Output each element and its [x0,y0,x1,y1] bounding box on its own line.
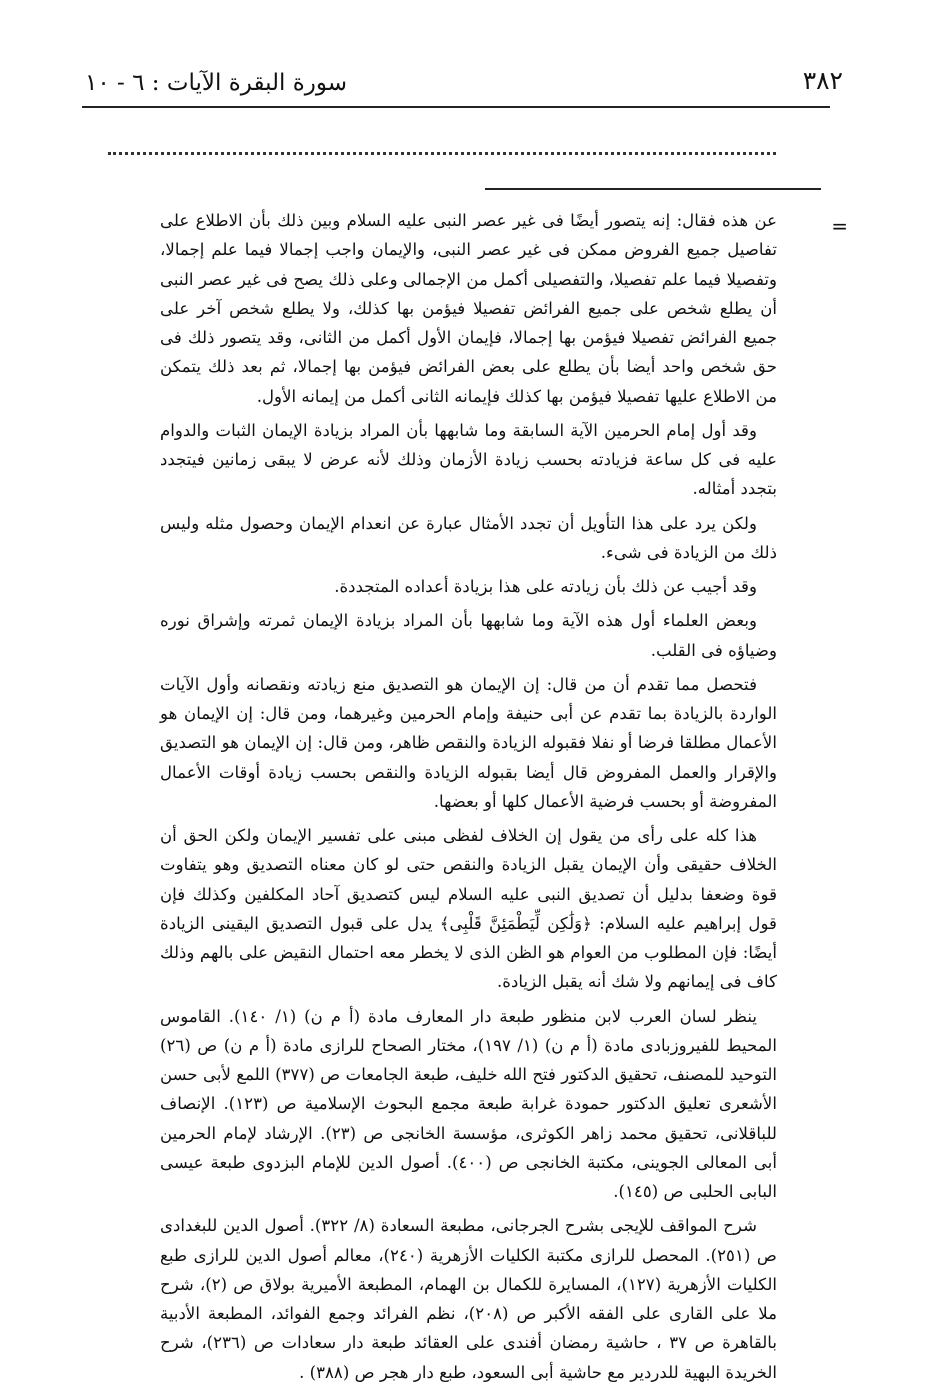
running-title: سورة البقرة الآيات : ٦ - ١٠ [85,70,348,96]
paragraph-references-2: شرح المواقف للإيجى بشرح الجرجانى، مطبعة السعادة (٨/ ٣٢٢). أصول الدين للبغدادى ص (٢٥١). المحصل للرازى مكتبة الكليات الأزهرية (٢٤٠)، معالم أصول الدين للرازى طبع الكليات الأزهرية (١٢٧)، المسايرة للكمال بن الهمام، المطبعة الأميرية بولاق ص (٢)، شرح ملا على القارى على الفقه الأكبر ص (٢٠٨)، نظم الفرائد وجمع الفوائد، المطبعة الأدبية بالقاهرة ص ٣٧ ، حاشية رمضان أفندى على العقائد طبعة دار سعادات ص (٢٣٦)، شرح الخريدة البهية للدردير مع حاشية أبى السعود، طبع دار هجر ص (٣٨٨) . [160,1216,778,1382]
paragraph-4: وقد أجيب عن ذلك بأن زيادته على هذا بزيادة أعداده المتجددة. [334,577,757,596]
header-rule [82,106,830,108]
paragraph-3: ولكن يرد على هذا التأويل أن تجدد الأمثال عبارة عن انعدام الإيمان وحصول مثله وليس ذلك من الزيادة فى شىء. [160,513,777,562]
paragraph-6: فتحصل مما تقدم أن من قال: إن الإيمان هو التصديق منع زيادته ونقصانه وأول الآيات الواردة بالزيادة بما تقدم عن أبى حنيفة وإمام الحرمين وغيرهما، ومن قال: إن الإيمان هو الأعمال مطلقا فرضا أو نفلا فقبوله الزيادة والنقص ظاهر، ومن قال: إن الإيمان هو التصديق والإقرار والعمل المفروض قال أيضا بقبوله الزيادة والنقص بحسب زيادة أوقات الأعمال المفروضة أو بحسب فرضية الأعمال كلها أو بعضها. [160,674,777,811]
dotted-separator [108,152,776,155]
paragraph-2: وقد أول إمام الحرمين الآية السابقة وما شابهها بأن المراد بزيادة الإيمان الثبات والدوام عليه فى كل ساعة فزيادته بحسب زيادة الأزمان وذلك لأنه عرض لا يبقى زمانين فيتجدد بتجدد أمثاله. [160,420,777,499]
paragraph-7: هذا كله على رأى من يقول إن الخلاف لفظى مبنى على تفسير الإيمان ولكن الحق أن الخلاف حقيقى وأن الإيمان يقبل الزيادة والنقص حتى لو كان معناه التصديق وهو يتفاوت قوة وضعفا بدليل أن تصديق النبى عليه السلام ليس كتصديق آحاد المكلفين وكذلك فإن قول إبراهيم عليه السلام: ﴿وَلَٰكِن لِّيَطْمَئِنَّ قَلْبِى﴾ يدل على قبول التصديق اليقينى الزيادة أيضًا: فإن المطلوب من العوام هو الظن الذى لا يخطر معه احتمال النقيض على بالهم وذلك كاف فى إيمانهم ولا شك أنه يقبل الزيادة. [160,826,777,992]
continuation-mark: = [831,214,848,238]
paragraph-5: وبعض العلماء أول هذه الآية وما شابهها بأن المراد بزيادة الإيمان ثمرته وإشراق نوره وضياؤه فى القلب. [160,611,777,660]
footnote-rule [485,188,821,190]
footnote-body [160,206,777,1392]
paragraph-references-1: ينظر لسان العرب لابن منظور طبعة دار المعارف مادة (أ م ن) (١/ ١٤٠). القاموس المحيط للفيروزبادى مادة (أ م ن) (١/ ١٩٧)، مختار الصحاح للرازى مادة (أ م ن) ص (٢٦) التوحيد للمصنف، تحقيق الدكتور فتح الله خليف، طبعة الجامعات ص (٣٧٧) اللمع لأبى حسن الأشعرى تعليق الدكتور حمودة غرابة طبعة مجمع البحوث الإسلامية ص (١٢٣). الإنصاف للباقلانى، تحقيق محمد زاهر الكوثرى، مؤسسة الخانجى ص (٢٣). الإرشاد لإمام الحرمين أبى المعالى الجوينى، مكتبة الخانجى ص (٤٠٠). أصول الدين للإمام البزدوى طبعة عيسى البابى الحلبى ص (١٤٥). [160,1006,777,1201]
page-number: ٣٨٢ [802,66,843,95]
paragraph-1: عن هذه فقال: إنه يتصور أيضًا فى غير عصر النبى عليه السلام وبين ذلك بأن الاطلاع على تفاصيل جميع الفروض ممكن فى غير عصر النبى، والإيمان واجب إجمالا فيما علم إجمالا، وتفصيلا فيما علم تفصيلا، والتفصيلى أكمل من الإجمالى وعلى ذلك يصح فى غير عصر النبى أن يطلع شخص على جميع الفرائض تفصيلا فيؤمن بها كذلك، ولا يطلع شخص آخر على جميع الفرائض تفصيلا فيؤمن بها إجمالا، فإيمان الأول أكمل من الثانى، وقد يتصور ذلك فى حق شخص واحد أيضا بأن يطلع على بعض الفرائض فيؤمن بها إجمالا، ثم بعد ذلك يتمكن من الاطلاع عليها تفصيلا فيؤمن بها كذلك فإيمانه الثانى أكمل من إيمانه الأول. [160,211,777,406]
